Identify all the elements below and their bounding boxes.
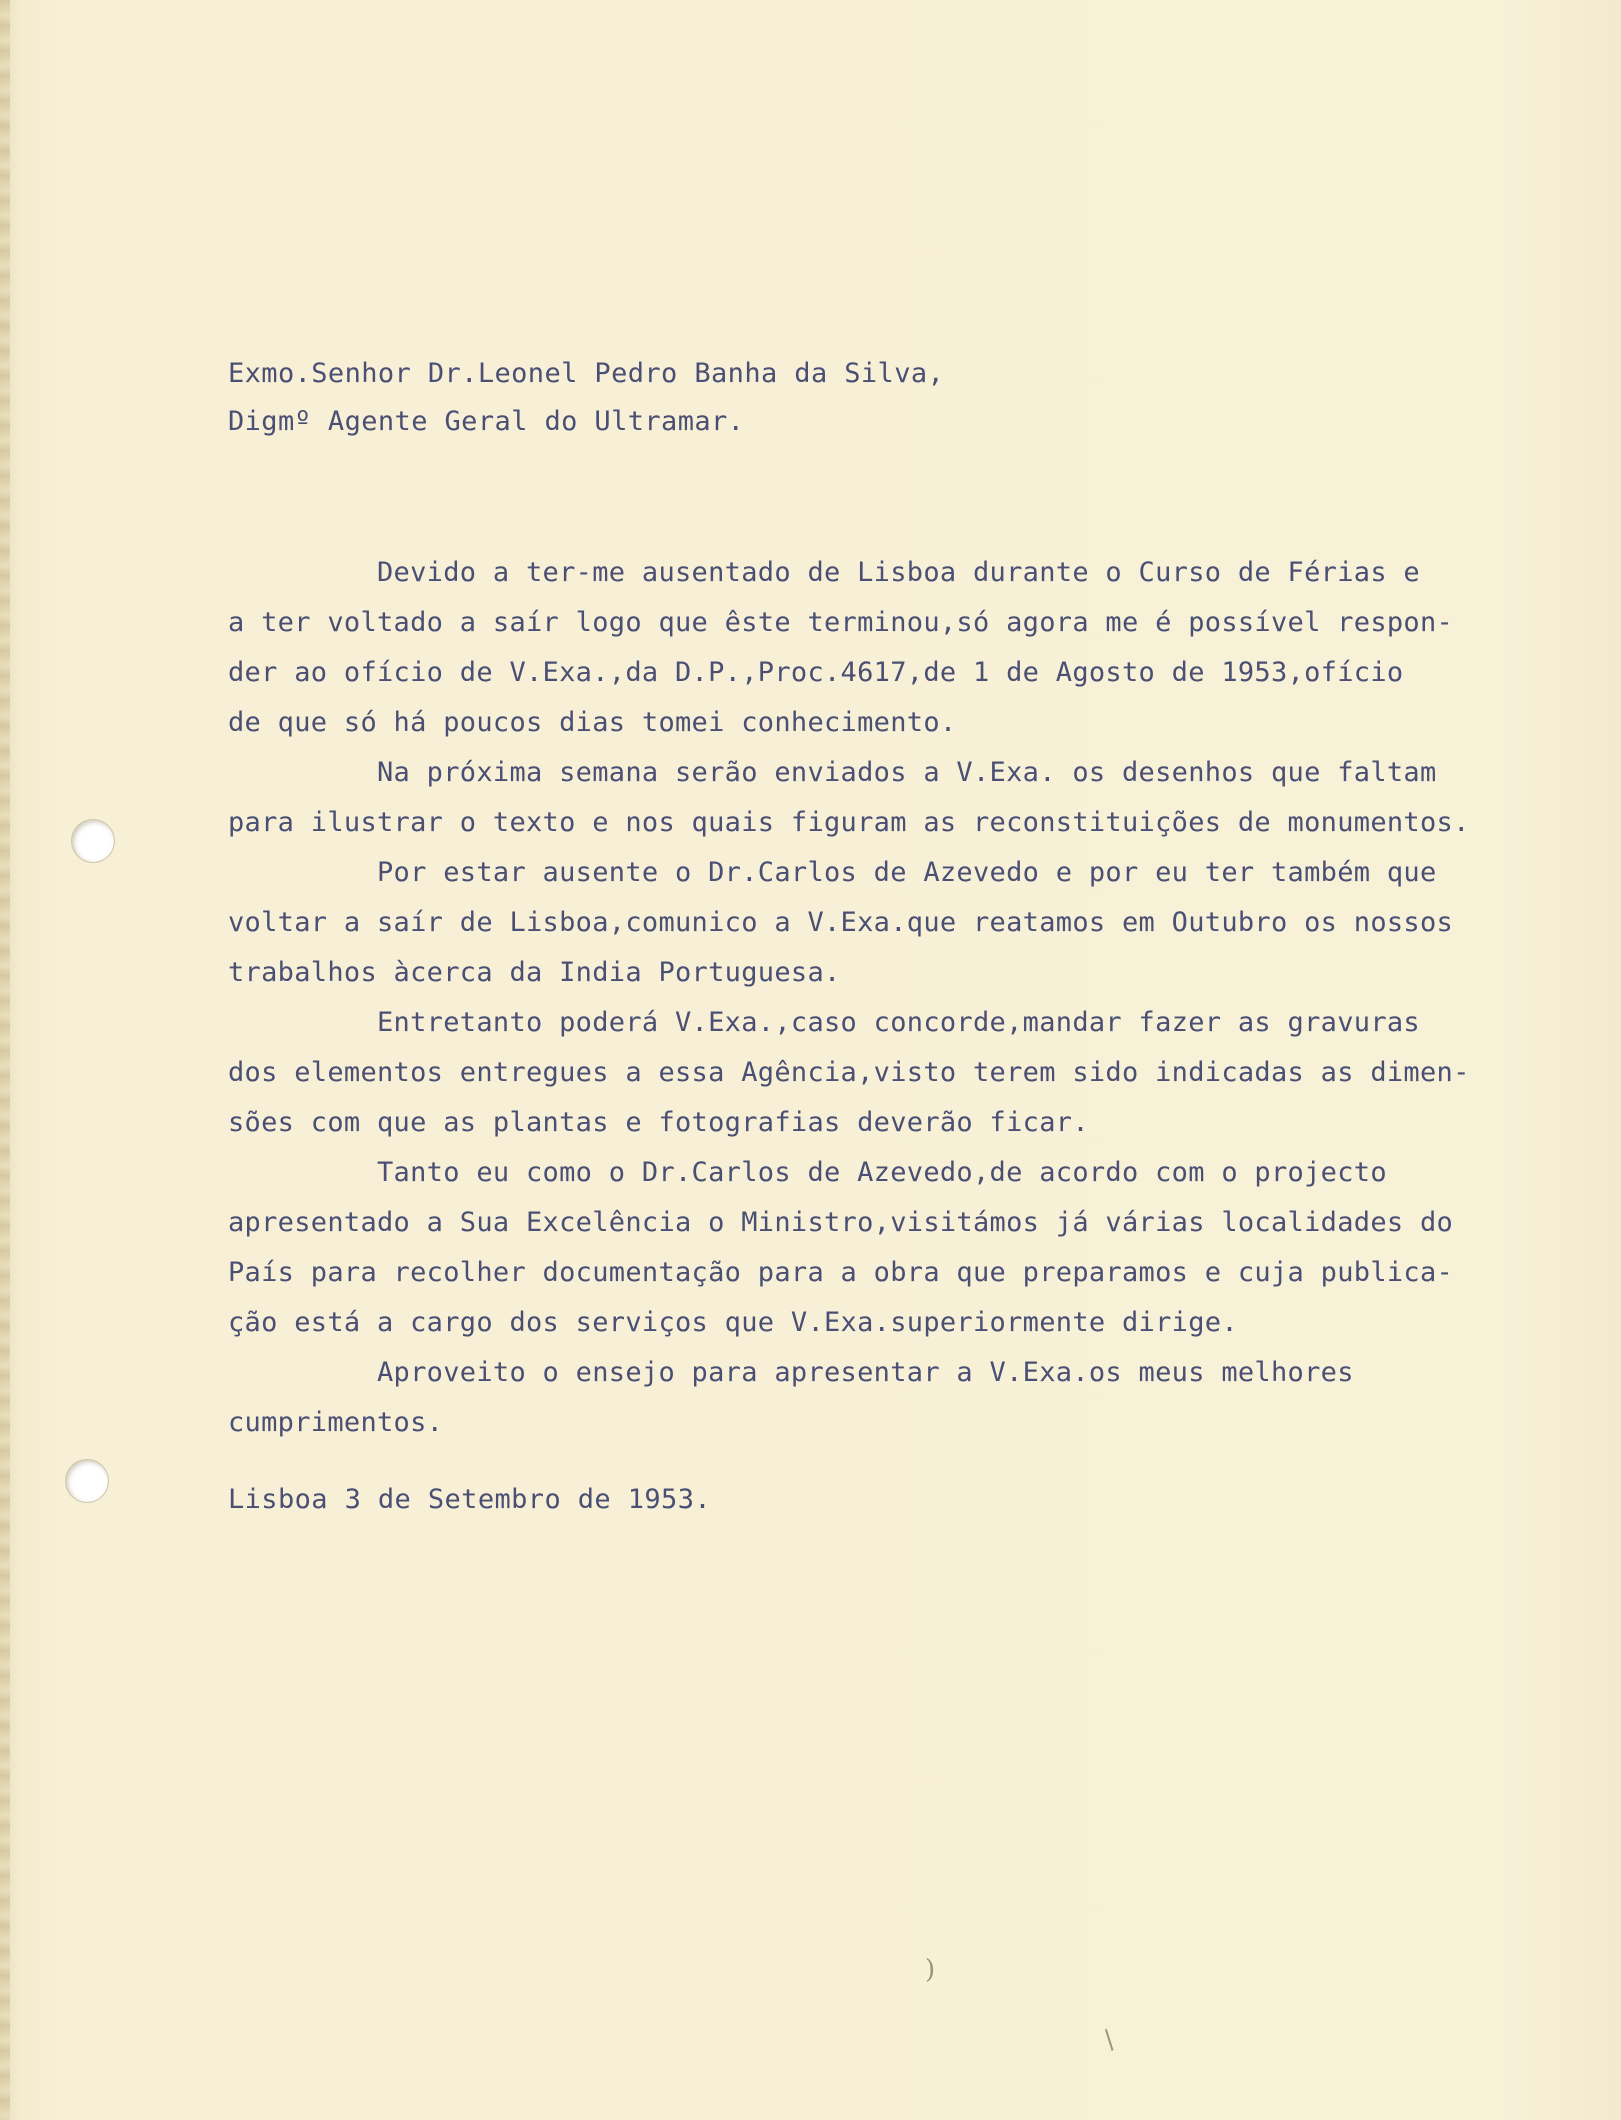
punch-hole-bottom bbox=[66, 1460, 108, 1502]
body-line: apresentado a Sua Excelência o Ministro,visitámos já várias localidades do bbox=[228, 1207, 1454, 1238]
addressee-line-2: Digmº Agente Geral do Ultramar. bbox=[228, 406, 745, 437]
pencil-mark: ) bbox=[925, 1955, 936, 1985]
body-line: Na próxima semana serão enviados a V.Exa. os desenhos que faltam bbox=[228, 757, 1437, 788]
body-line: dos elementos entregues a essa Agência,visto terem sido indicadas as dimen- bbox=[228, 1057, 1470, 1088]
body-line: sões com que as plantas e fotografias deverão ficar. bbox=[228, 1107, 1089, 1138]
body-line: Entretanto poderá V.Exa.,caso concorde,mandar fazer as gravuras bbox=[228, 1007, 1420, 1038]
body-line: Tanto eu como o Dr.Carlos de Azevedo,de acordo com o projecto bbox=[228, 1157, 1387, 1188]
body-line: a ter voltado a saír logo que êste terminou,só agora me é possível respon- bbox=[228, 607, 1454, 638]
date-line: Lisboa 3 de Setembro de 1953. bbox=[228, 1484, 712, 1515]
letter-body bbox=[228, 548, 1468, 1448]
body-line: der ao ofício de V.Exa.,da D.P.,Proc.4617,de 1 de Agosto de 1953,ofício bbox=[228, 657, 1404, 688]
punch-hole-top bbox=[72, 820, 114, 862]
body-line: Aproveito o ensejo para apresentar a V.Exa.os meus melhores bbox=[228, 1357, 1354, 1388]
body-line: cumprimentos. bbox=[228, 1407, 444, 1438]
addressee-line-1: Exmo.Senhor Dr.Leonel Pedro Banha da Silva, bbox=[228, 358, 945, 389]
body-line: voltar a saír de Lisboa,comunico a V.Exa.que reatamos em Outubro os nossos bbox=[228, 907, 1454, 938]
body-line: Devido a ter-me ausentado de Lisboa durante o Curso de Férias e bbox=[228, 557, 1420, 588]
addressee-block bbox=[228, 350, 944, 446]
body-line: de que só há poucos dias tomei conhecimento. bbox=[228, 707, 957, 738]
body-line: para ilustrar o texto e nos quais figuram as reconstituições de monumentos. bbox=[228, 807, 1470, 838]
body-line: País para recolher documentação para a obra que preparamos e cuja publica- bbox=[228, 1257, 1454, 1288]
body-line: Por estar ausente o Dr.Carlos de Azevedo e por eu ter também que bbox=[228, 857, 1437, 888]
body-line: trabalhos àcerca da India Portuguesa. bbox=[228, 957, 841, 988]
pencil-stroke: / bbox=[1097, 2025, 1122, 2055]
paper-left-edge bbox=[0, 0, 10, 2120]
body-line: ção está a cargo dos serviços que V.Exa.superiormente dirige. bbox=[228, 1307, 1238, 1338]
